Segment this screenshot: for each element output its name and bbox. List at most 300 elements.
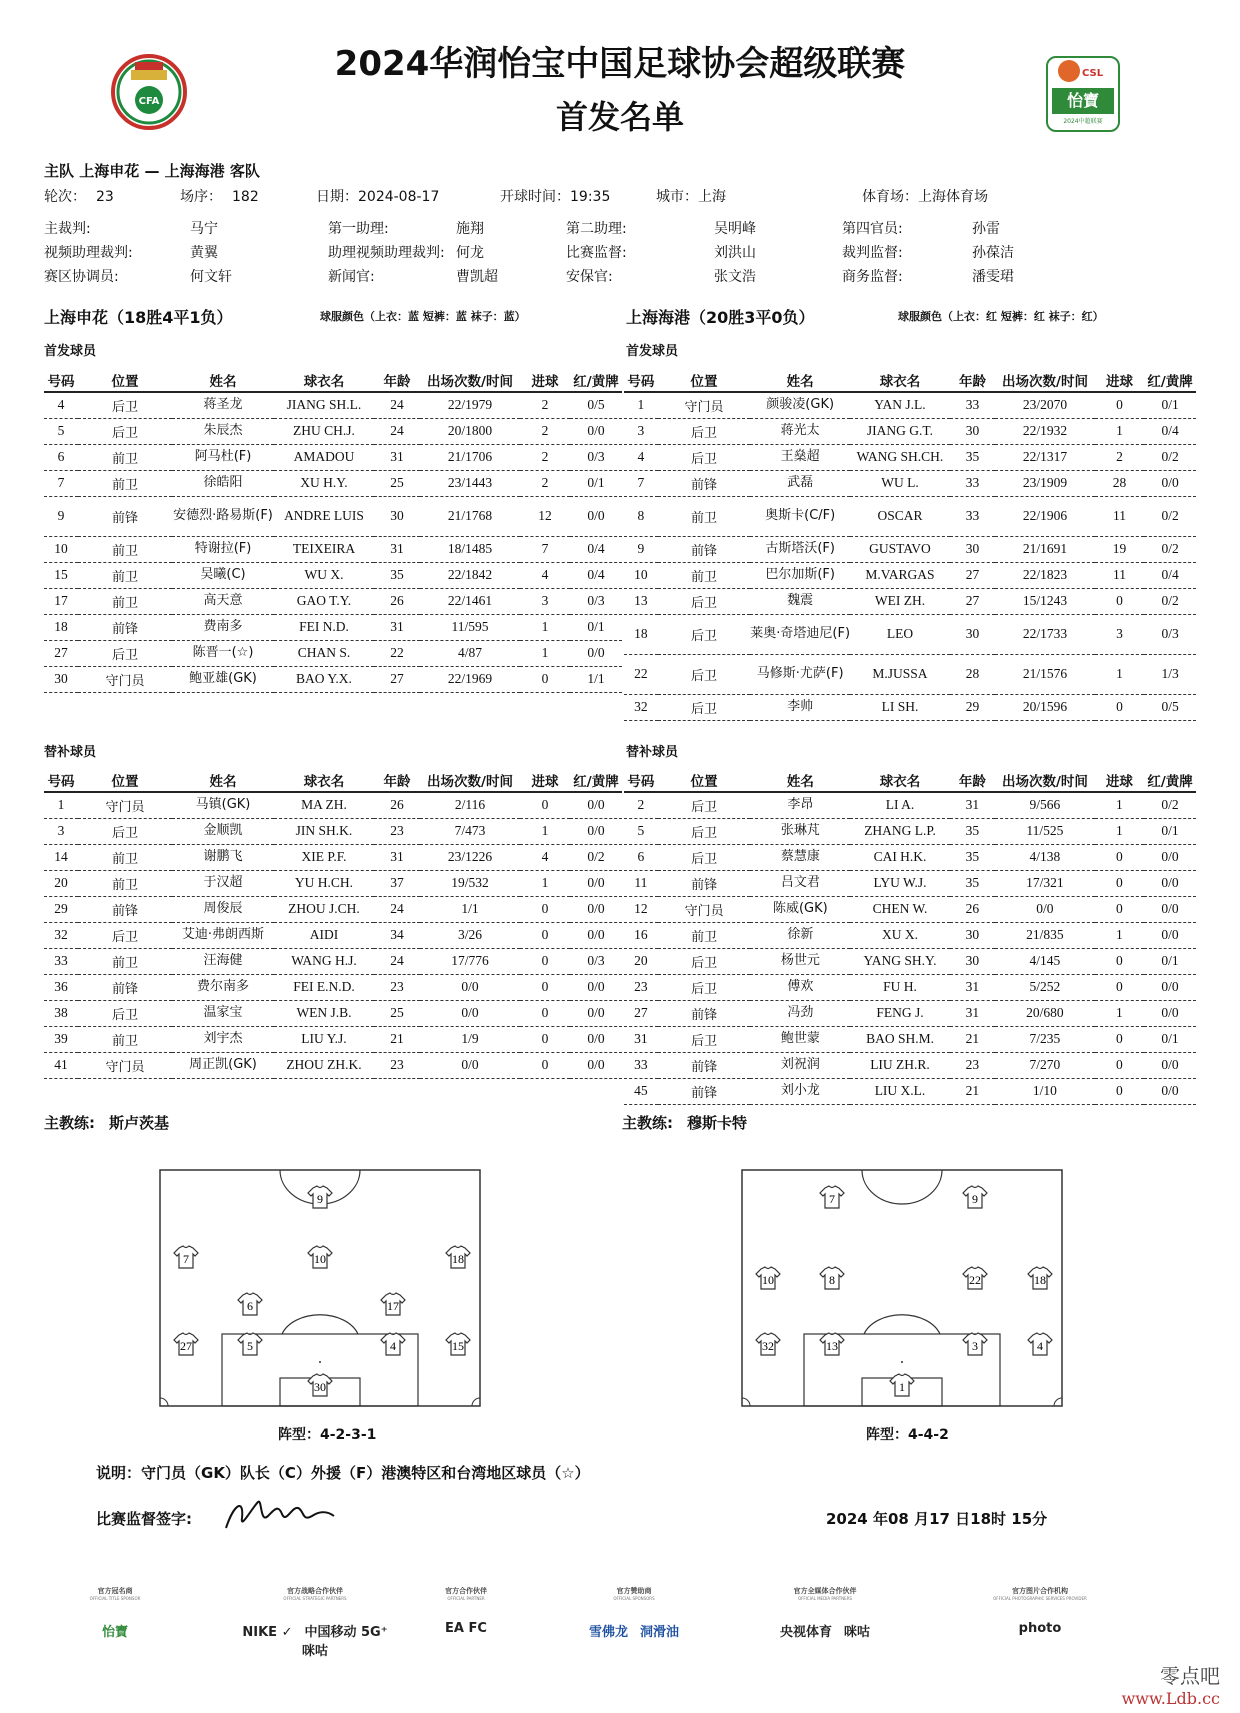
player-number: 27 — [44, 640, 78, 666]
player-position: 后卫 — [78, 418, 172, 444]
away-formation-pitch — [740, 1168, 1064, 1410]
cards: 0/3 — [570, 588, 622, 614]
cards: 0/0 — [1144, 844, 1196, 870]
goals: 0 — [1095, 974, 1144, 1000]
shirt-name: WEI ZH. — [850, 588, 950, 614]
player-position: 后卫 — [658, 614, 750, 654]
appearances: 23/2070 — [995, 392, 1095, 418]
player-number: 33 — [624, 1052, 658, 1078]
player-row — [44, 444, 622, 470]
player-row — [624, 654, 1196, 694]
player-number: 10 — [44, 536, 78, 562]
player-age: 35 — [950, 870, 995, 896]
shirt-name: YU H.CH. — [274, 870, 374, 896]
player-name: 徐皓阳 — [172, 470, 274, 496]
cards: 0/2 — [1144, 444, 1196, 470]
shirt-name: LIU X.L. — [850, 1078, 949, 1104]
cards: 0/2 — [570, 844, 622, 870]
official-label: 助理视频助理裁判: — [328, 245, 445, 261]
city-value: 上海 — [698, 189, 726, 205]
goals: 7 — [520, 536, 570, 562]
player-row — [44, 470, 622, 496]
goals: 1 — [1095, 792, 1144, 818]
player-position: 前锋 — [658, 1000, 751, 1026]
player-name: 费南多 — [172, 614, 274, 640]
home-kit-colors: 球服颜色（上衣：蓝 短裤：蓝 袜子：蓝） — [320, 310, 526, 323]
player-name: 冯劲 — [750, 1000, 850, 1026]
player-number: 5 — [44, 418, 78, 444]
goals: 1 — [520, 614, 570, 640]
player-age: 30 — [950, 922, 995, 948]
official-label: 商务监督: — [842, 269, 903, 285]
player-age: 23 — [374, 974, 420, 1000]
column-header: 红/黄牌 — [1144, 768, 1196, 792]
player-name: 朱辰杰 — [172, 418, 274, 444]
player-name: 阿马杜(F) — [172, 444, 274, 470]
home-away-line: 主队 上海申花 — 上海海港 客队 — [44, 162, 260, 180]
sponsor-caption-en: OFFICIAL SPONSORS — [613, 1596, 655, 1601]
player-shirt-number: 7 — [183, 1252, 189, 1266]
official-label: 第二助理: — [566, 221, 627, 237]
shirt-name: GUSTAVO — [850, 536, 950, 562]
appearances: 22/1969 — [420, 666, 520, 692]
round-value: 23 — [96, 189, 114, 205]
city-label: 城市： — [656, 189, 698, 205]
column-header: 号码 — [624, 368, 658, 392]
column-header: 球衣名 — [850, 368, 950, 392]
shirt-name: FEI E.N.D. — [274, 974, 374, 1000]
player-position: 后卫 — [78, 818, 172, 844]
official-name: 何文轩 — [190, 269, 232, 285]
away-starters-table — [624, 368, 1196, 721]
player-number: 23 — [624, 974, 658, 1000]
column-header: 红/黄牌 — [1144, 368, 1196, 392]
away-subs-label: 替补球员 — [626, 745, 679, 760]
goals: 0 — [1095, 588, 1144, 614]
player-number: 13 — [624, 588, 658, 614]
player-name: 张琳芃 — [750, 818, 850, 844]
player-position: 前锋 — [658, 1052, 751, 1078]
player-row — [624, 948, 1196, 974]
cards: 0/3 — [1144, 614, 1196, 654]
date-value: 2024-08-17 — [358, 189, 440, 205]
cards: 0/0 — [570, 818, 622, 844]
player-row — [624, 870, 1196, 896]
goals: 0 — [1095, 1078, 1144, 1104]
official-label: 赛区协调员: — [44, 269, 119, 285]
player-age: 24 — [374, 392, 420, 418]
player-name: 特谢拉(F) — [172, 536, 274, 562]
shirt-name: WU X. — [274, 562, 374, 588]
player-name: 周正凯(GK) — [172, 1052, 274, 1078]
player-number: 6 — [624, 844, 658, 870]
player-shirt-number: 9 — [317, 1192, 323, 1206]
player-name: 奥斯卡(C/F) — [750, 496, 850, 536]
player-row — [624, 792, 1196, 818]
seq-value: 182 — [232, 189, 259, 205]
player-name: 魏震 — [750, 588, 850, 614]
cards: 0/0 — [570, 496, 622, 536]
player-shirt-number: 6 — [247, 1299, 253, 1313]
column-header: 年龄 — [374, 368, 420, 392]
shirt-name: BAO Y.X. — [274, 666, 374, 692]
player-name: 费尔南多 — [172, 974, 274, 1000]
player-position: 后卫 — [78, 1000, 172, 1026]
player-name: 杨世元 — [750, 948, 850, 974]
player-position: 前卫 — [78, 444, 172, 470]
goals: 3 — [1095, 614, 1144, 654]
player-position: 前卫 — [658, 496, 750, 536]
player-row — [44, 870, 622, 896]
shirt-name: ZHOU ZH.K. — [274, 1052, 374, 1078]
sponsor-logo: 中国移动 5G⁺ — [304, 1625, 388, 1640]
appearances: 17/321 — [995, 870, 1095, 896]
goals: 2 — [520, 470, 570, 496]
kickoff-label: 开球时间： — [500, 189, 570, 205]
player-name: 蔡慧康 — [750, 844, 850, 870]
appearances: 22/1461 — [420, 588, 520, 614]
player-shirt-number: 15 — [452, 1339, 464, 1353]
column-header: 红/黄牌 — [570, 768, 622, 792]
player-number: 9 — [44, 496, 78, 536]
player-age: 35 — [950, 818, 995, 844]
player-name: 于汉超 — [172, 870, 274, 896]
player-age: 26 — [374, 588, 420, 614]
home-coach-label: 主教练: — [44, 1114, 95, 1132]
player-age: 23 — [950, 1052, 995, 1078]
goals: 0 — [520, 1000, 570, 1026]
goals: 0 — [520, 948, 570, 974]
player-name: 汪海健 — [172, 948, 274, 974]
player-position: 前锋 — [658, 870, 751, 896]
cards: 0/0 — [570, 896, 622, 922]
player-position: 前卫 — [78, 588, 172, 614]
cards: 0/2 — [1144, 588, 1196, 614]
home-formation-pitch — [158, 1168, 482, 1410]
column-header: 号码 — [44, 768, 78, 792]
player-row — [624, 536, 1196, 562]
shirt-name: AIDI — [274, 922, 374, 948]
player-position: 后卫 — [78, 922, 172, 948]
home-subs-table — [44, 768, 622, 1079]
official-name: 施翔 — [456, 221, 484, 237]
sponsor-caption: 官方冠名商 — [97, 1587, 133, 1595]
player-age: 33 — [950, 470, 995, 496]
player-number: 2 — [624, 792, 658, 818]
player-number: 39 — [44, 1026, 78, 1052]
shirt-name: LI SH. — [850, 694, 950, 720]
player-age: 26 — [950, 896, 995, 922]
round-info — [44, 186, 114, 206]
column-header: 出场次数/时间 — [995, 368, 1095, 392]
shirt-name: FENG J. — [850, 1000, 949, 1026]
player-shirt-number: 18 — [452, 1252, 464, 1266]
player-row — [624, 818, 1196, 844]
column-header: 红/黄牌 — [570, 368, 622, 392]
player-row — [624, 694, 1196, 720]
official-name: 刘洪山 — [714, 245, 756, 261]
appearances: 2/116 — [420, 792, 520, 818]
official-name: 吴明峰 — [714, 221, 756, 237]
player-shirt-number: 1 — [899, 1380, 905, 1394]
player-position: 前锋 — [78, 974, 172, 1000]
shirt-name: LIU ZH.R. — [850, 1052, 949, 1078]
player-name: 陈晋一(☆) — [172, 640, 274, 666]
player-name: 陈威(GK) — [750, 896, 850, 922]
player-row — [44, 922, 622, 948]
player-position: 前卫 — [78, 948, 172, 974]
column-header: 进球 — [1095, 768, 1144, 792]
shirt-name: XIE P.F. — [274, 844, 374, 870]
player-shirt-number: 9 — [972, 1192, 978, 1206]
home-team-name: 上海申花（18胜4平1负） — [44, 308, 233, 327]
shirt-name: LYU W.J. — [850, 870, 949, 896]
player-number: 1 — [44, 792, 78, 818]
player-position: 前卫 — [78, 870, 172, 896]
player-number: 5 — [624, 818, 658, 844]
appearances: 23/1443 — [420, 470, 520, 496]
cards: 0/0 — [1144, 922, 1196, 948]
player-shirt-number: 5 — [247, 1339, 253, 1353]
appearances: 1/9 — [420, 1026, 520, 1052]
player-number: 10 — [624, 562, 658, 588]
player-number: 20 — [624, 948, 658, 974]
date-label: 日期： — [316, 189, 358, 205]
sponsor-logo: NIKE ✓ — [242, 1625, 293, 1640]
goals: 1 — [1095, 1000, 1144, 1026]
goals: 0 — [520, 1052, 570, 1078]
goals: 0 — [520, 666, 570, 692]
player-row — [44, 562, 622, 588]
player-age: 31 — [950, 1000, 995, 1026]
shirt-name: MA ZH. — [274, 792, 374, 818]
away-coach-name: 穆斯卡特 — [687, 1114, 748, 1132]
player-position: 守门员 — [658, 392, 750, 418]
away-formation-value: 4-4-2 — [908, 1427, 949, 1443]
cards: 0/1 — [1144, 948, 1196, 974]
player-row — [624, 922, 1196, 948]
appearances: 18/1485 — [420, 536, 520, 562]
stadium-value: 上海体育场 — [918, 189, 988, 205]
appearances: 7/270 — [995, 1052, 1095, 1078]
player-shirt-number: 10 — [314, 1252, 326, 1266]
player-position: 后卫 — [658, 1026, 751, 1052]
cards: 1/1 — [570, 666, 622, 692]
home-coach-name: 斯卢茨基 — [109, 1114, 170, 1132]
player-age: 30 — [950, 418, 995, 444]
player-shirt-number: 32 — [762, 1339, 774, 1353]
goals: 2 — [520, 392, 570, 418]
official-label: 比赛监督: — [566, 245, 627, 261]
player-name: 颜骏凌(GK) — [750, 392, 850, 418]
away-formation — [866, 1424, 949, 1444]
cards: 0/1 — [1144, 1026, 1196, 1052]
player-shirt-number: 3 — [972, 1339, 978, 1353]
away-formation-label: 阵型： — [866, 1427, 908, 1443]
player-name: 蒋光太 — [750, 418, 850, 444]
appearances: 7/473 — [420, 818, 520, 844]
player-age: 23 — [374, 1052, 420, 1078]
sponsor-logo: 咪咕 — [844, 1625, 871, 1640]
away-starters-label: 首发球员 — [626, 344, 679, 359]
shirt-name: M.VARGAS — [850, 562, 950, 588]
player-name: 鲍世蒙 — [750, 1026, 850, 1052]
sponsor-caption: 官方赞助商 — [616, 1587, 652, 1595]
page-title: 2024华润怡宝中国足球协会超级联赛 — [334, 44, 906, 84]
column-header: 球衣名 — [274, 368, 374, 392]
sponsor-caption-en: OFFICIAL PARTNER — [447, 1596, 485, 1601]
player-row — [44, 818, 622, 844]
player-shirt-number: 17 — [387, 1299, 399, 1313]
column-header: 号码 — [44, 368, 78, 392]
goals: 0 — [1095, 844, 1144, 870]
csl-text: CSL — [1082, 68, 1104, 79]
player-age: 25 — [374, 1000, 420, 1026]
official-label: 视频助理裁判: — [44, 245, 133, 261]
player-row — [44, 974, 622, 1000]
shirt-name: FEI N.D. — [274, 614, 374, 640]
player-age: 26 — [374, 792, 420, 818]
appearances: 21/835 — [995, 922, 1095, 948]
player-position: 后卫 — [658, 844, 751, 870]
player-position: 后卫 — [658, 948, 751, 974]
player-age: 27 — [950, 588, 995, 614]
official-label: 第四官员: — [842, 221, 903, 237]
player-position: 前锋 — [658, 470, 750, 496]
player-shirt-number: 22 — [969, 1273, 981, 1287]
goals: 11 — [1095, 496, 1144, 536]
player-shirt-number: 8 — [829, 1273, 835, 1287]
appearances: 1/10 — [995, 1078, 1095, 1104]
official-label: 新闻官: — [328, 269, 375, 285]
appearances: 0/0 — [995, 896, 1095, 922]
player-number: 7 — [624, 470, 658, 496]
cards: 0/0 — [570, 974, 622, 1000]
player-age: 21 — [374, 1026, 420, 1052]
column-header: 姓名 — [172, 768, 274, 792]
cards: 0/4 — [1144, 562, 1196, 588]
player-name: 温家宝 — [172, 1000, 274, 1026]
goals: 0 — [1095, 392, 1144, 418]
column-header: 姓名 — [172, 368, 274, 392]
player-age: 28 — [950, 654, 995, 694]
player-row — [624, 896, 1196, 922]
player-age: 31 — [374, 614, 420, 640]
seq-info — [180, 186, 259, 206]
player-number: 17 — [44, 588, 78, 614]
player-position: 后卫 — [658, 418, 750, 444]
shirt-name: AMADOU — [274, 444, 374, 470]
player-number: 30 — [44, 666, 78, 692]
player-age: 27 — [950, 562, 995, 588]
player-age: 31 — [950, 974, 995, 1000]
player-name: 莱奥·奇塔迪尼(F) — [750, 614, 850, 654]
home-subs-label: 替补球员 — [44, 745, 97, 760]
player-number: 1 — [624, 392, 658, 418]
goals: 28 — [1095, 470, 1144, 496]
goals: 0 — [520, 896, 570, 922]
player-position: 后卫 — [658, 792, 751, 818]
appearances: 11/595 — [420, 614, 520, 640]
player-name: 古斯塔沃(F) — [750, 536, 850, 562]
away-team-name: 上海海港（20胜3平0负） — [626, 308, 815, 327]
player-number: 27 — [624, 1000, 658, 1026]
shirt-name: ANDRE LUIS — [274, 496, 374, 536]
column-header: 号码 — [624, 768, 658, 792]
appearances: 21/1706 — [420, 444, 520, 470]
player-name: 王燊超 — [750, 444, 850, 470]
appearances: 4/145 — [995, 948, 1095, 974]
sponsor-caption: 官方图片合作机构 — [1012, 1587, 1068, 1595]
player-row — [624, 1052, 1196, 1078]
player-age: 31 — [374, 444, 420, 470]
player-name: 周俊辰 — [172, 896, 274, 922]
player-age: 24 — [374, 418, 420, 444]
player-row — [44, 536, 622, 562]
shirt-name: M.JUSSA — [850, 654, 950, 694]
appearances: 22/1979 — [420, 392, 520, 418]
player-number: 41 — [44, 1052, 78, 1078]
goals: 4 — [520, 844, 570, 870]
player-age: 31 — [374, 536, 420, 562]
player-number: 8 — [624, 496, 658, 536]
player-number: 9 — [624, 536, 658, 562]
goals: 0 — [520, 792, 570, 818]
cards: 0/0 — [1144, 1078, 1196, 1104]
player-number: 18 — [44, 614, 78, 640]
player-row — [624, 470, 1196, 496]
shirt-name: LIU Y.J. — [274, 1026, 374, 1052]
player-position: 后卫 — [78, 640, 172, 666]
cards: 0/0 — [1144, 1052, 1196, 1078]
home-coach — [44, 1112, 169, 1133]
player-number: 3 — [44, 818, 78, 844]
sponsor-group — [230, 1586, 400, 1659]
shirt-name: XU H.Y. — [274, 470, 374, 496]
shirt-name: YAN J.L. — [850, 392, 950, 418]
player-position: 前锋 — [658, 1078, 751, 1104]
column-header: 出场次数/时间 — [420, 368, 520, 392]
player-shirt-number: 4 — [1037, 1339, 1043, 1353]
home-formation-label: 阵型： — [278, 1427, 320, 1443]
cards: 0/3 — [570, 444, 622, 470]
appearances: 0/0 — [420, 1052, 520, 1078]
player-name: 刘祝润 — [750, 1052, 850, 1078]
appearances: 23/1909 — [995, 470, 1095, 496]
player-age: 24 — [374, 896, 420, 922]
player-age: 33 — [950, 392, 995, 418]
cards: 0/0 — [570, 1026, 622, 1052]
goals: 2 — [520, 444, 570, 470]
sponsor-group — [740, 1586, 910, 1640]
player-name: 武磊 — [750, 470, 850, 496]
player-row — [624, 444, 1196, 470]
goals: 0 — [1095, 870, 1144, 896]
column-header: 年龄 — [950, 768, 995, 792]
goals: 1 — [1095, 922, 1144, 948]
kickoff-value: 19:35 — [570, 189, 611, 205]
player-position: 后卫 — [658, 444, 750, 470]
goals: 1 — [1095, 418, 1144, 444]
player-name: 谢鹏飞 — [172, 844, 274, 870]
shirt-name: OSCAR — [850, 496, 950, 536]
sponsor-logo: 咪咕 — [301, 1644, 328, 1659]
player-name: 安德烈·路易斯(F) — [172, 496, 274, 536]
cards: 0/0 — [1144, 1000, 1196, 1026]
csl-sub: 2024中超联赛 — [1063, 118, 1103, 125]
player-position: 前锋 — [78, 496, 172, 536]
column-header: 年龄 — [950, 368, 995, 392]
